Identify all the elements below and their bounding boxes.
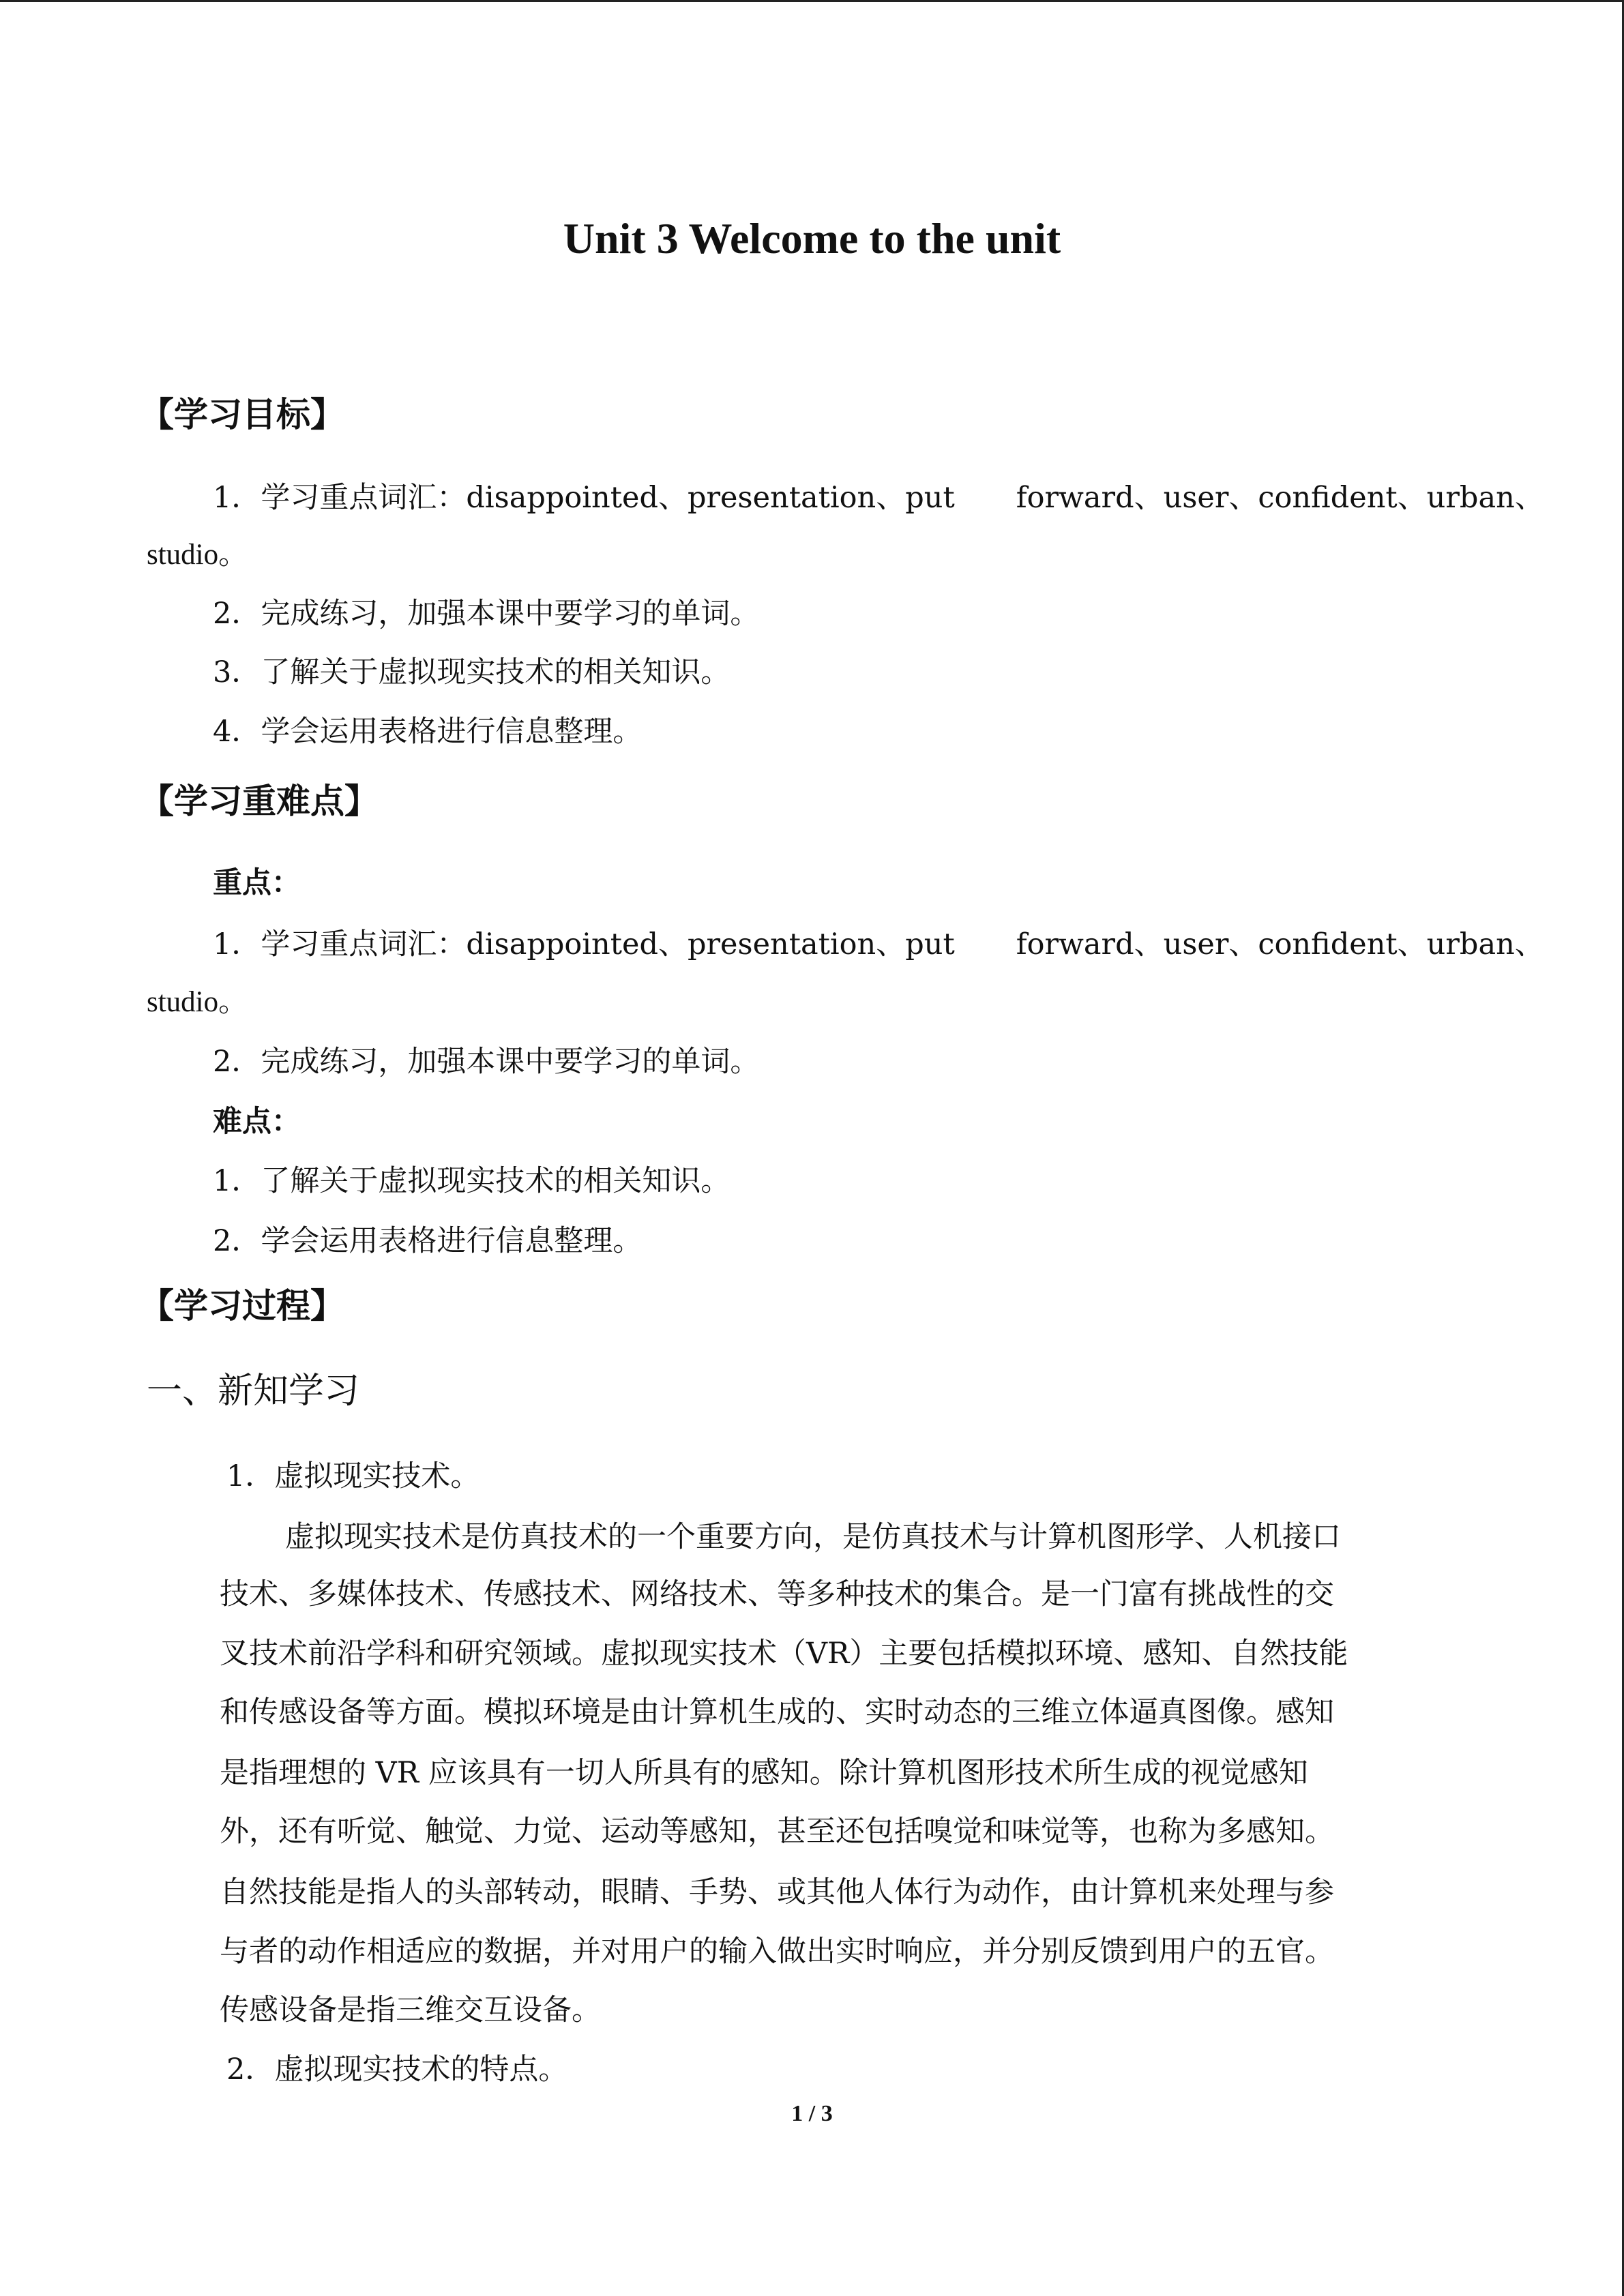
paragraph-line: 虚拟现实技术是仿真技术的一个重要方向，是仿真技术与计算机图形学、人机接口 — [285, 1520, 1341, 1554]
focus-item-1 — [213, 924, 1544, 965]
objectives-heading: 【学习目标】 — [140, 394, 344, 434]
focus-item-1-text-cont: forward、user、confident、urban、 — [1016, 927, 1544, 961]
difficulty-item-1: 1．了解关于虚拟现实技术的相关知识。 — [213, 1164, 730, 1198]
objective-item-2: 2．完成练习，加强本课中要学习的单词。 — [213, 597, 760, 631]
paragraph-line: 自然技能是指人的头部转动，眼睛、手势、或其他人体行为动作，由计算机来处理与参 — [220, 1875, 1334, 1909]
paragraph-line: 和传感设备等方面。模拟环境是由计算机生成的、实时动态的三维立体逼真图像。感知 — [220, 1695, 1334, 1729]
item-2-title: 2．虚拟现实技术的特点。 — [226, 2053, 568, 2087]
difficulty-label: 难点： — [213, 1105, 301, 1139]
objective-item-1-text: 1．学习重点词汇：disappointed、presentation、put — [213, 481, 955, 515]
objective-item-1-text-cont: forward、user、confident、urban、 — [1016, 481, 1544, 515]
page-number: 1 / 3 — [791, 2101, 833, 2126]
objective-item-4: 4．学会运用表格进行信息整理。 — [213, 715, 643, 749]
focus-item-1-text: 1．学习重点词汇：disappointed、presentation、put — [213, 927, 955, 961]
difficulty-item-2: 2．学会运用表格进行信息整理。 — [213, 1224, 643, 1258]
objective-item-3: 3．了解关于虚拟现实技术的相关知识。 — [213, 655, 730, 689]
objective-item-1-wrap: studio。 — [147, 539, 248, 571]
section-title-new-knowledge: 一、新知学习 — [147, 1371, 360, 1412]
objective-item-1 — [213, 477, 1544, 518]
focus-item-2: 2．完成练习，加强本课中要学习的单词。 — [213, 1045, 760, 1079]
item-1-title: 1．虚拟现实技术。 — [226, 1459, 480, 1493]
process-heading: 【学习过程】 — [140, 1285, 344, 1326]
focus-label: 重点： — [213, 866, 301, 900]
key-points-heading: 【学习重难点】 — [140, 781, 379, 821]
document-title: Unit 3 Welcome to the unit — [563, 214, 1061, 263]
paragraph-line: 外，还有听觉、触觉、力觉、运动等感知，甚至还包括嗅觉和味觉等，也称为多感知。 — [220, 1815, 1334, 1849]
paragraph-line: 与者的动作相适应的数据，并对用户的输入做出实时响应，并分别反馈到用户的五官。 — [220, 1935, 1334, 1969]
paragraph-line: 技术、多媒体技术、传感技术、网络技术、等多种技术的集合。是一门富有挑战性的交 — [220, 1577, 1334, 1611]
focus-item-1-wrap: studio。 — [147, 986, 248, 1018]
paragraph-line: 叉技术前沿学科和研究领域。虚拟现实技术（VR）主要包括模拟环境、感知、自然技能 — [220, 1637, 1348, 1671]
paragraph-line: 是指理想的 VR 应该具有一切人所具有的感知。除计算机图形技术所生成的视觉感知 — [220, 1756, 1308, 1790]
paragraph-line: 传感设备是指三维交互设备。 — [220, 1993, 601, 2027]
